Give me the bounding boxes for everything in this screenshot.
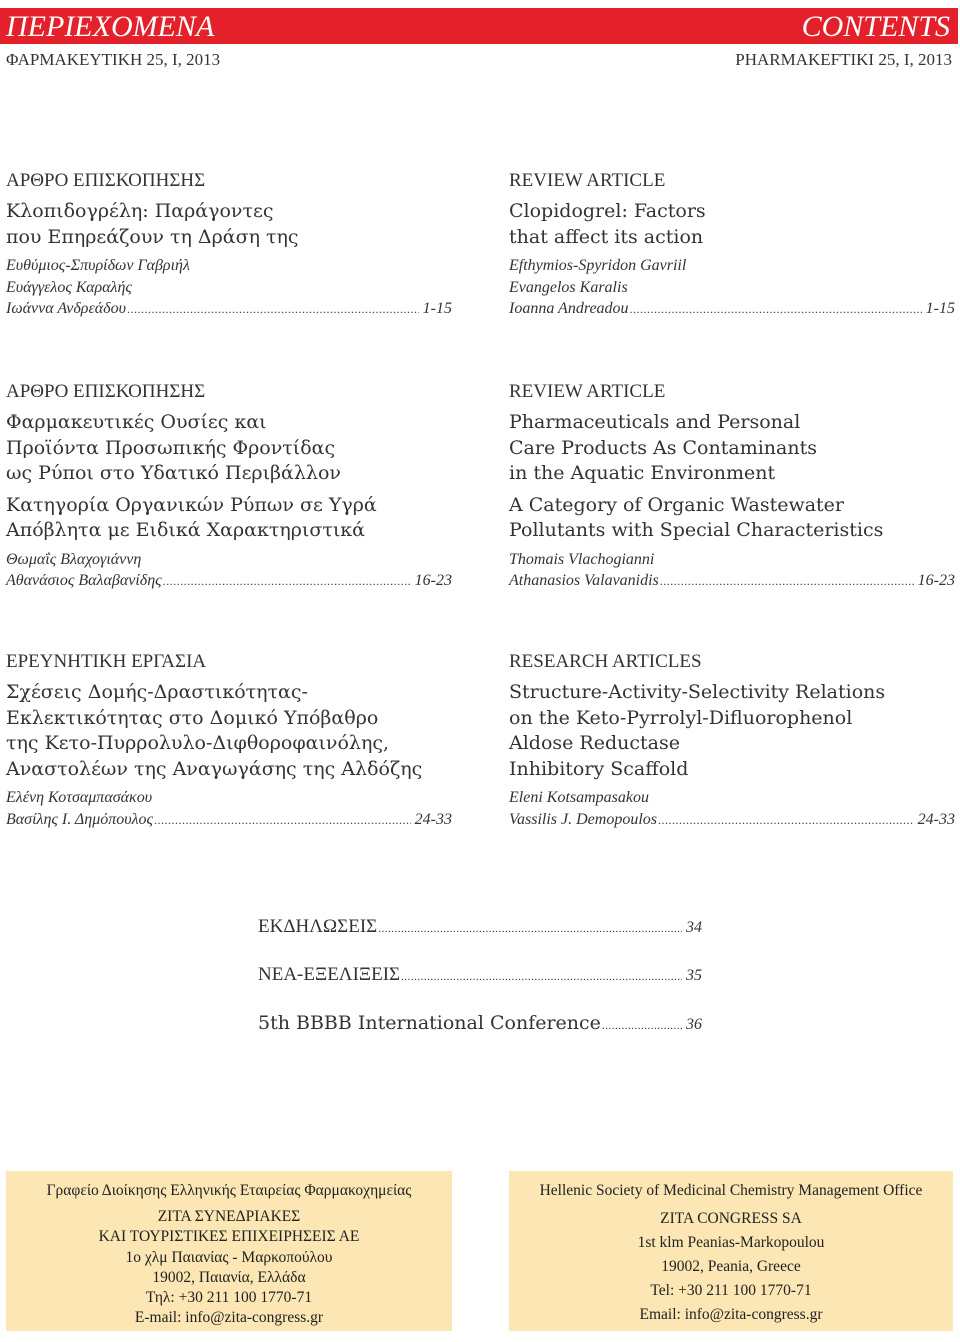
article-3-english[interactable] [509, 651, 955, 831]
toc-entry-events[interactable] [258, 916, 702, 938]
article-title: Clopidogrel: Factors that affect its action [509, 200, 706, 248]
article-2-english[interactable] [509, 381, 955, 593]
page-range: 16-23 [414, 572, 452, 589]
article-type: ΕΡΕΥΝΗΤΙΚΗ ΕΡΓΑΣΙΑ [6, 651, 207, 672]
header-bar [0, 8, 958, 44]
office-address: ZITA CONGRESS SA 1st klm Peanias-Markopoulou 19002, Peania, Greece Tel: +30 211 100 1770-71 Email: info@zita-congress.gr [509, 1207, 953, 1327]
article-subtitle: Κατηγορία Οργανικών Ρύπων σε Υγρά Απόβλητα με Ειδικά Χαρακτηριστικά [6, 493, 377, 541]
article-1-english[interactable] [509, 170, 955, 321]
article-authors: Ελένη Κοτσαμπασάκου Βασίλης Ι. Δημόπουλος ..... 24-33 [6, 787, 452, 831]
article-type: REVIEW ARTICLE [509, 170, 666, 191]
page-number: 36 [686, 1016, 702, 1033]
article-authors: Ευθύμιος-Σπυρίδων Γαβριήλ Ευάγγελος Καραλής Ιωάννα Ανδρεάδου ..... 1-15 [6, 255, 452, 321]
toc-entry-news[interactable] [258, 964, 702, 986]
toc-entry-conference[interactable] [258, 1012, 702, 1034]
article-authors: Eleni Kotsampasakou Vassilis J. Demopoulos ..... 24-33 [509, 787, 955, 831]
page-range: 16-23 [917, 572, 955, 589]
article-authors: Thomais Vlachogianni Athanasios Valavanidis ..... 16-23 [509, 549, 955, 593]
email-link[interactable]: Email: info@zita-congress.gr [639, 1306, 823, 1323]
article-type: REVIEW ARTICLE [509, 381, 666, 402]
email-link[interactable]: E-mail: info@zita-congress.gr [134, 1309, 324, 1327]
page-range: 1-15 [422, 300, 452, 317]
office-info-greek [6, 1171, 452, 1331]
article-type: ΑΡΘΡΟ ΕΠΙΣΚΟΠΗΣΗΣ [6, 381, 206, 402]
article-authors: Efthymios-Spyridon Gavriil Evangelos Karalis Ioanna Andreadou ..... 1-15 [509, 255, 955, 321]
issue-english: PHARMAKEFTIKI 25, I, 2013 [735, 50, 952, 69]
contents-title-greek: ΠΕΡΙΕΧΟΜΕΝΑ [6, 10, 215, 43]
office-address: ZITA ΣΥΝΕΔΡΙΑΚΕΣ ΚΑΙ ΤΟΥΡΙΣΤΙΚΕΣ ΕΠΙΧΕΙΡΗΣΕΙΣ ΑΕ 1ο χλμ Παιανίας - Μαρκοπούλου 19002, Παιανία, Ελλάδα Τηλ: +30 211 100 1770-71 E-mail: info@zita-congress.gr [6, 1207, 452, 1329]
article-type: RESEARCH ARTICLES [509, 651, 702, 672]
contents-title-english: CONTENTS [801, 10, 950, 43]
article-1-greek[interactable] [6, 170, 452, 321]
entry-label: ΕΚΔΗΛΩΣΕΙΣ [258, 916, 378, 937]
article-title: Φαρμακευτικές Ουσίες και Προϊόντα Προσωπικής Φροντίδας ως Ρύποι στο Υδατικό Περιβάλλον [6, 411, 341, 484]
article-authors: Θωμαΐς Βλαχογιάννη Αθανάσιος Βαλαβανίδης ..... 16-23 [6, 549, 452, 593]
entry-label: 5th BBBB International Conference [258, 1012, 601, 1034]
article-title: Σχέσεις Δομής-Δραστικότητας- Εκλεκτικότητας στο Δομικό Υπόβαθρο της Κετο-Πυρρολυλο-Διφθοροφαινόλης, Αναστολέων της Αναγωγάσης της Αλδόζης [6, 681, 423, 780]
article-title: Pharmaceuticals and Personal Care Products As Contaminants in the Aquatic Environment [509, 411, 817, 484]
article-title: Structure-Activity-Selectivity Relations on the Keto-Pyrrolyl-Difluorophenol Aldose Reductase Inhibitory Scaffold [509, 681, 886, 780]
article-subtitle: A Category of Organic Wastewater Pollutants with Special Characteristics [509, 493, 884, 541]
page-number: 34 [686, 919, 702, 936]
article-type: ΑΡΘΡΟ ΕΠΙΣΚΟΠΗΣΗΣ [6, 170, 206, 191]
article-3-greek[interactable] [6, 651, 452, 831]
entry-label: ΝΕΑ-ΕΞΕΛΙΞΕΙΣ [258, 964, 401, 985]
office-info-english [509, 1171, 953, 1331]
issue-greek: ΦΑΡΜΑΚΕΥΤΙΚΗ 25, Ι, 2013 [6, 50, 221, 69]
office-heading: Γραφείο Διοίκησης Ελληνικής Εταιρείας Φαρμακοχημείας [46, 1182, 412, 1199]
page-range: 24-33 [917, 810, 955, 828]
page-range: 1-15 [925, 300, 955, 317]
article-2-greek[interactable] [6, 381, 452, 593]
page-number: 35 [686, 967, 702, 984]
page-range: 24-33 [414, 810, 452, 828]
article-title: Κλοπιδογρέλη: Παράγοντες που Επηρεάζουν τη Δράση της [6, 200, 299, 248]
office-heading: Hellenic Society of Medicinal Chemistry Management Office [539, 1182, 923, 1199]
